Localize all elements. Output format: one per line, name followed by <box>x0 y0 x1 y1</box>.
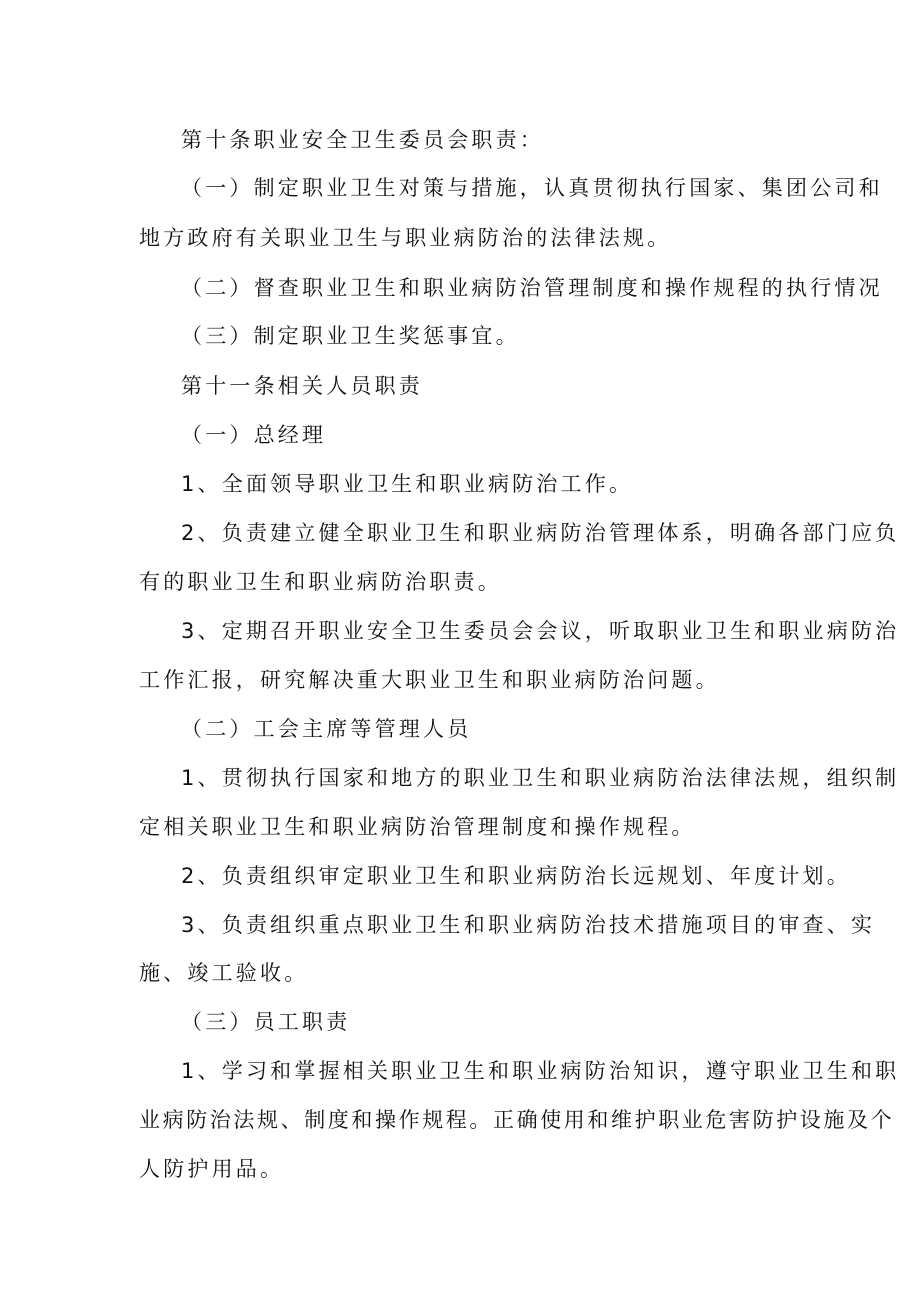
gm-duty-3-line-2: 工作汇报，研究解决重大职业卫生和职业病防治问题。 <box>139 668 720 692</box>
article-10-item-1-line-1: （一）制定职业卫生对策与措施，认真贯彻执行国家、集团公司和 <box>181 176 883 200</box>
gm-duty-2-line-2: 有的职业卫生和职业病防治职责。 <box>139 570 502 594</box>
union-duty-3-line-1: 3、负责组织重点职业卫生和职业病防治技术措施项目的审查、实 <box>181 913 876 937</box>
article-10-item-3: （三）制定职业卫生奖惩事宜。 <box>181 324 520 348</box>
gm-duty-1: 1、全面领导职业卫生和职业病防治工作。 <box>181 472 634 496</box>
article-10-item-2: （二）督查职业卫生和职业病防治管理制度和操作规程的执行情况 <box>181 276 883 300</box>
article-10-item-1-line-2: 地方政府有关职业卫生与职业病防治的法律法规。 <box>139 226 672 250</box>
union-duty-1-line-1: 1、贯彻执行国家和地方的职业卫生和职业病防治法律法规，组织制 <box>181 766 900 790</box>
employee-duty-1-line-2: 业病防治法规、制度和操作规程。正确使用和维护职业危害防护设施及个 <box>139 1108 895 1132</box>
article-10-heading: 第十条职业安全卫生委员会职责： <box>181 128 544 152</box>
section-employee-duties: （三）员工职责 <box>181 1010 351 1034</box>
gm-duty-2-line-1: 2、负责建立健全职业卫生和职业病防治管理体系，明确各部门应负 <box>181 521 900 545</box>
union-duty-2: 2、负责组织审定职业卫生和职业病防治长远规划、年度计划。 <box>181 864 851 888</box>
section-general-manager: （一）总经理 <box>181 423 327 447</box>
employee-duty-1-line-1: 1、学习和掌握相关职业卫生和职业病防治知识，遵守职业卫生和职 <box>181 1059 900 1083</box>
employee-duty-1-line-3: 人防护用品。 <box>139 1157 285 1181</box>
article-11-heading: 第十一条相关人员职责 <box>181 374 423 398</box>
union-duty-1-line-2: 定相关职业卫生和职业病防治管理制度和操作规程。 <box>139 815 696 839</box>
section-union-chair: （二）工会主席等管理人员 <box>181 717 472 741</box>
union-duty-3-line-2: 施、竣工验收。 <box>139 961 309 985</box>
gm-duty-3-line-1: 3、定期召开职业安全卫生委员会会议，听取职业卫生和职业病防治 <box>181 619 900 643</box>
